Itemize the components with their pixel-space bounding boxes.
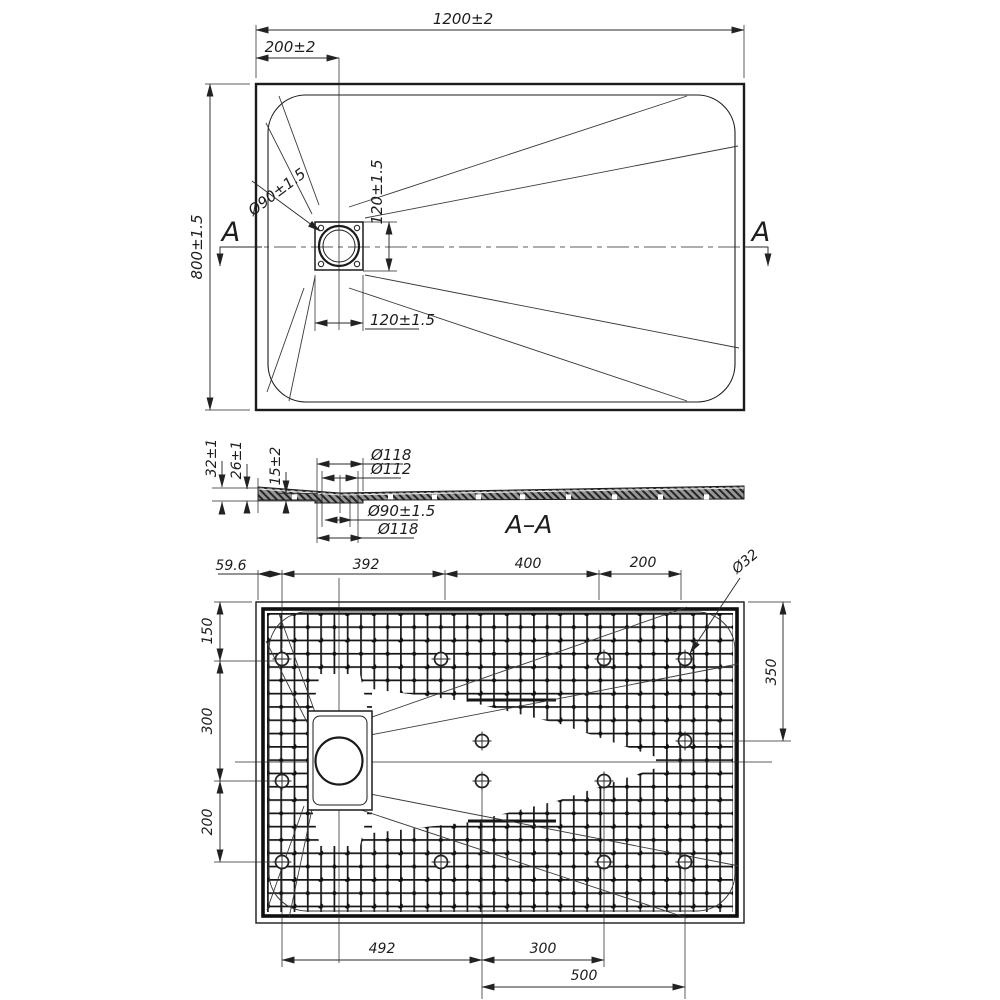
dim-left-2-label: 300 [200, 707, 216, 735]
dim-right-offset-label: 350 [764, 658, 780, 686]
dim-offset-label: 200±2 [264, 38, 316, 56]
section-marker-left-label: A [221, 217, 241, 248]
dim-edge-height-label: 32±1 [204, 438, 220, 478]
dim-rib-span-1-label: 392 [352, 557, 380, 573]
drain-screw [318, 261, 323, 266]
top-view-dimensions [188, 10, 770, 410]
dim-inner-height-label: 26±1 [229, 440, 245, 480]
dim-ring-inner-label: Ø112 [371, 460, 412, 478]
dim-rib-span-2-label: 400 [514, 556, 542, 572]
dim-bottom-1-label: 492 [368, 941, 396, 957]
section-marker-right-label: A [751, 217, 771, 248]
dim-depth-label: 800±1.5 [188, 214, 206, 280]
dim-ring-outer-top-label: Ø118 [371, 446, 412, 464]
section-marker-right-line [746, 247, 768, 266]
section-title: A–A [505, 510, 553, 539]
dim-bottom-2-label: 300 [529, 941, 557, 957]
tray-inner-edge [268, 95, 735, 402]
section-view [204, 439, 744, 543]
dim-rib-span-3-label: 200 [629, 555, 657, 571]
dim-ring-outer-bottom-label: Ø118 [378, 520, 419, 538]
dim-drain-hole-label: Ø90±1.5 [368, 502, 436, 520]
top-view [188, 10, 770, 410]
drain-screw [354, 261, 359, 266]
dim-bottom-3-label: 500 [570, 968, 598, 984]
section-height-dims [204, 439, 286, 514]
bottom-view [200, 546, 791, 999]
drain-screw [354, 225, 359, 230]
drain-dia-label: Ø90±1.5 [244, 164, 310, 220]
dim-drain-v-label: 120±1.5 [368, 159, 386, 225]
drain-bottom [308, 711, 372, 810]
dim-left-3-label: 200 [200, 808, 216, 836]
dim-floor-thickness-label: 15±2 [268, 446, 284, 486]
dim-edge-to-rib-label: 59.6 [215, 558, 247, 574]
dim-left-1-label: 150 [200, 617, 216, 645]
drain-hole-bottom [316, 738, 363, 785]
dim-width-label: 1200±2 [432, 10, 494, 28]
dim-foot-dia-label: Ø32 [729, 546, 762, 578]
slope-lines [266, 96, 739, 401]
dim-drain-h-label: 120±1.5 [370, 311, 436, 329]
